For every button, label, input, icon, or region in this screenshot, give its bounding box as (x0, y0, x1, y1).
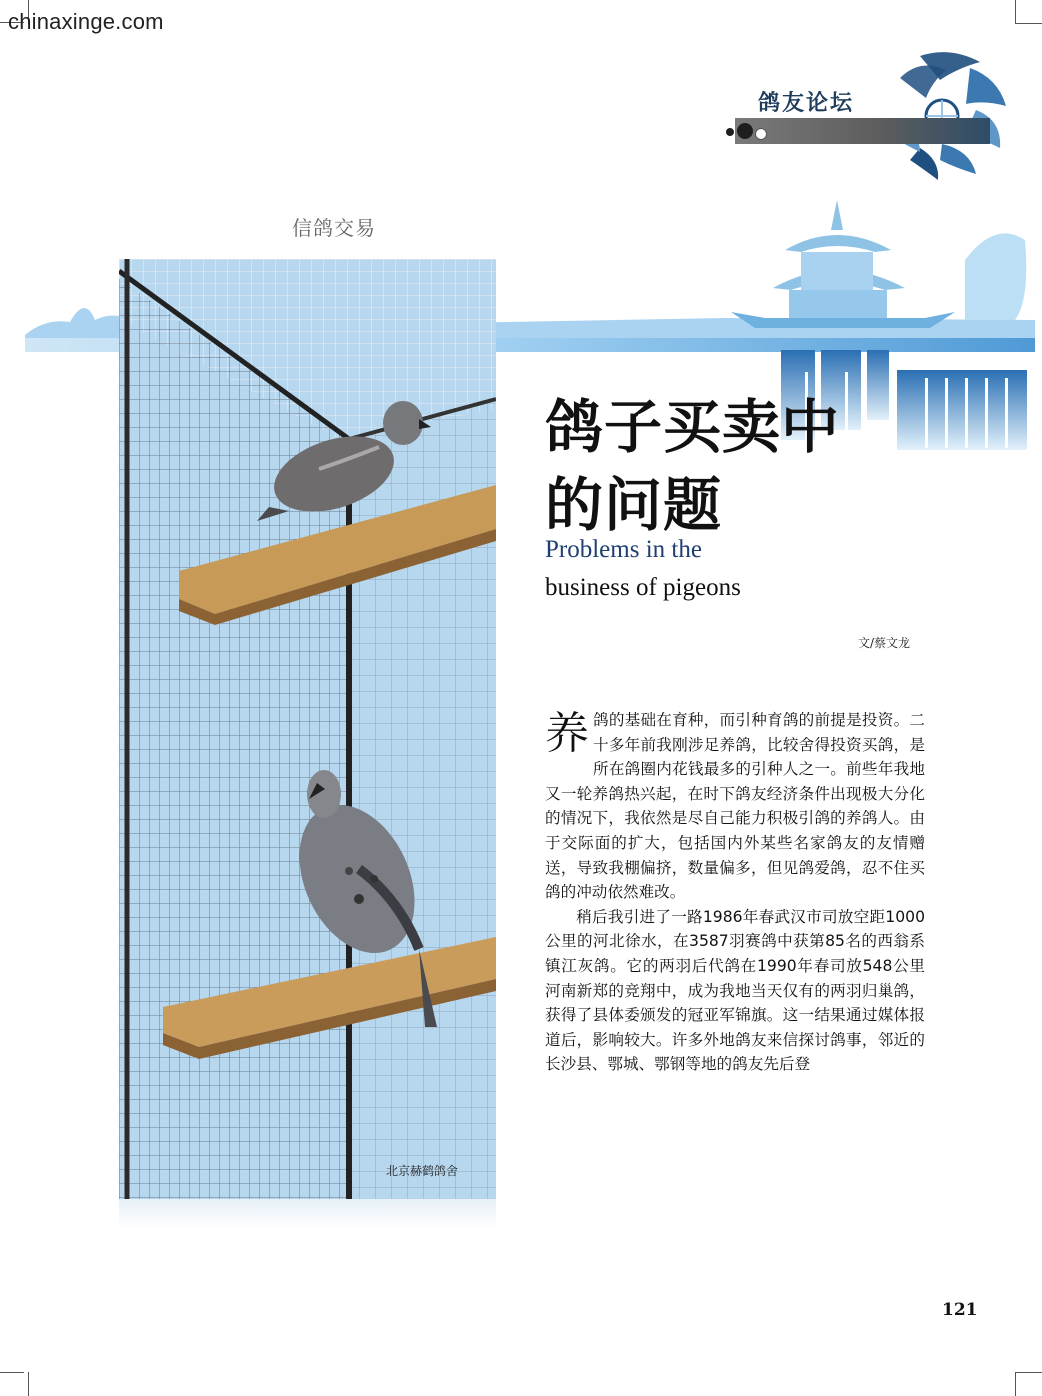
paragraph-1 (545, 708, 925, 905)
paragraph-1-text: 鸽的基础在育种，而引种育鸽的前提是投资。二十多年前我刚涉足养鸽，比较舍得投资买鸽，是所在鸽圈内花钱最多的引种人之一。前些年我地又一轮养鸽热兴起，在时下鸽友经济条件出现极大分化的情况下，我依然是尽自己能力积极引鸽的养鸽人。由于交际面的扩大，包括国内外某些名家鸽友的友情赠送，导致我棚偏挤，数量偏多，但见鸽爱鸽，忍不住买鸽的冲动依然难改。 (545, 711, 925, 902)
crop-mark-bottom-left (28, 1372, 29, 1396)
english-subtitle-line-1: Problems in the (545, 536, 702, 563)
section-title: 鸽友论坛 (758, 90, 855, 116)
crop-mark-bottom-right-h (1016, 1372, 1042, 1373)
watermark: chinaxinge.com (8, 9, 164, 34)
crop-mark-bottom-left-h (0, 1372, 24, 1373)
pigeon-loft-photo (119, 259, 496, 1199)
title-line-2: 的问题 (545, 471, 723, 539)
decorative-dot-small (726, 128, 734, 136)
paragraph-2: 稍后我引进了一路1986年春武汉市司放空距1000公里的河北徐水，在3587羽赛鸽中获第85名的西翁系镇江灰鸽。它的两羽后代鸽在1990年春司放548公里河南新郑的竞翔中，成为我地当天仅有的两羽归巢鸽，获得了县体委颁发的冠亚军锦旗。这一结果通过媒体报道后，影响较大。许多外地鸽友来信探讨鸽事，邻近的长沙县、鄂城、鄂钢等地的鸽友先后登 (545, 907, 925, 1074)
category-label: 信鸽交易 (292, 216, 376, 240)
english-subtitle-line-2: business of pigeons (545, 574, 741, 601)
article-title (545, 388, 840, 544)
page-number: 121 (942, 1300, 978, 1320)
photo-reflection-fade (119, 1199, 496, 1229)
drop-cap: 养 (545, 708, 589, 759)
title-line-1: 鸽子买卖中 (545, 393, 841, 461)
decorative-shell-emblem (880, 48, 1010, 183)
decorative-dot-large (737, 123, 753, 139)
author-byline: 文/蔡文龙 (858, 636, 911, 650)
crop-mark-top-right-h (1016, 23, 1042, 24)
section-bar (735, 118, 990, 144)
photo-caption: 北京赫鹤鸽舍 (386, 1164, 459, 1178)
article-body (545, 708, 925, 1077)
decorative-dot-white (755, 128, 767, 140)
crop-mark-top-right (1015, 0, 1016, 24)
crop-mark-bottom-right (1015, 1372, 1016, 1396)
